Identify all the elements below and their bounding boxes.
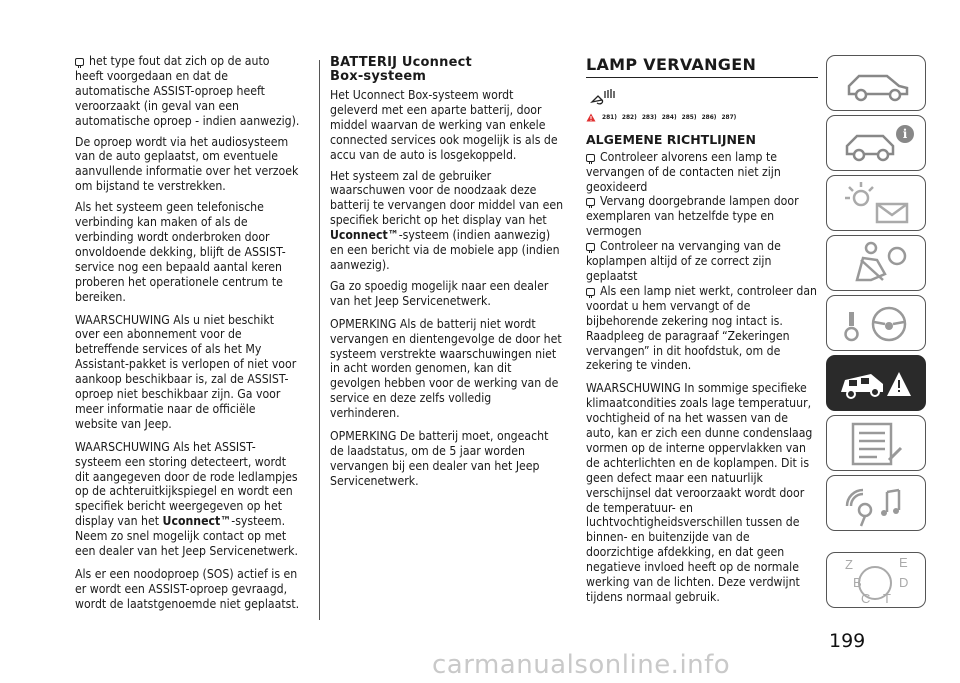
lamp-icon — [588, 88, 622, 106]
list-item: Controleer alvorens een lamp te vervangen of de contacten niet zijn geoxideerd — [586, 149, 781, 194]
steering-wheel-icon — [827, 296, 927, 352]
paragraph-dealer: Ga zo spoedig mogelijk naar een dealer van het Jeep Servicenetwerk. — [330, 278, 549, 308]
uconnect-brand: Uconnect™ — [162, 514, 232, 529]
car-info-icon — [827, 116, 927, 172]
tab-car-outline[interactable] — [826, 55, 926, 111]
column-divider — [319, 60, 320, 620]
tab-car-info[interactable] — [826, 115, 926, 171]
tab-driving[interactable] — [826, 295, 926, 351]
heading-batterij: BATTERIJ Uconnect Box-systeem — [330, 55, 472, 84]
svg-text:i: i — [902, 127, 908, 141]
breakdown-car-icon — [827, 356, 927, 412]
paragraph-text: het type fout dat zich op de auto heeft voorgedaan en dat de automatische ASSIST-oproep heeft veroorzaakt (in geval van een automatische oproep - indien aanwezig). — [75, 54, 300, 128]
tab-maintenance[interactable] — [826, 415, 926, 471]
paragraph-noodoproep: Als er een noodoproep (SOS) actief is en er wordt een ASSIST-oproep gevraagd, wordt de laatstgenoemde niet geplaatst. — [75, 567, 300, 611]
alphabetical-index-icon — [827, 553, 927, 609]
airbag-seat-icon — [827, 236, 927, 292]
index-letter: E — [899, 555, 908, 570]
subheading-algemene-richtlijnen: ALGEMENE RICHTLIJNEN — [586, 131, 756, 147]
tab-safety[interactable] — [826, 235, 926, 291]
bullet-list — [586, 150, 818, 374]
list-item: Controleer na vervanging van de koplampen altijd of ze correct zijn geplaatst — [586, 239, 781, 283]
heading-lamp-vervangen: LAMP VERVANGEN — [586, 58, 818, 78]
paragraph-audiosysteem: De oproep wordt via het audiosysteem van de auto geplaatst, om eventuele aanvullende informatie over het verzoek om bijstand te verstrekken. — [75, 134, 299, 194]
column-3 — [586, 55, 818, 611]
uconnect-brand: Uconnect™ — [330, 228, 399, 243]
car-outline-icon — [827, 56, 927, 112]
page-number: 199 — [829, 630, 866, 652]
maintenance-list-icon — [827, 416, 927, 472]
warning-triangle-icon — [586, 113, 596, 122]
warning-lights-icon — [827, 176, 927, 232]
column-2 — [330, 54, 564, 495]
reference-numbers: 281) 282) 283) 284) 285) 286) 287) — [602, 112, 737, 121]
warning-assist-storing: WAARSCHUWING Als het ASSIST-systeem een storing detecteert, wordt dit aangegeven door de rode ledlampjes op de achteruitkijkspiegel en wordt een specifiek bericht weergegeven op het display van het Uconnect™-systeem. Neem zo snel mogelijk contact op met een dealer van het Jeep Servicenetwerk. — [75, 439, 298, 559]
index-letter: B — [853, 575, 862, 590]
bullet-icon — [586, 154, 595, 162]
list-item: Als een lamp niet werkt, controleer dan voordat u hem vervangt of de bijbehorende zekering nog intact is. Raadpleeg de paragraaf “Zekeringen vervangen” in dit hoofdstuk, om de zekering te vinden. — [586, 283, 818, 373]
tab-multimedia[interactable] — [826, 475, 926, 531]
note-niet-vervangen: OPMERKING Als de batterij niet wordt vervangen en dientengevolge de door het systeem verstrekte waarschuwingen niet in acht worden genomen, kan dit gevolgen hebben voor de werking van de service en deze zelfs volledig verhinderen. — [330, 316, 562, 421]
reference-list — [586, 110, 818, 125]
warning-abonnement: WAARSCHUWING Als u niet beschikt over een abonnement voor de betreffende services of als het My Assistant-pakket is verlopen of niet voor aankoop beschikbaar is, zal de ASSIST-oproep niet beschikbaar zijn. Ga voor meer informatie naar de officiële website van Jeep. — [75, 312, 297, 431]
paragraph-box-systeem: Het Uconnect Box-systeem wordt geleverd met een aparte batterij, door middel waarvan de werking van enkele connected services ook mogelijk is als de accu van de auto is losgekoppeld. — [330, 88, 558, 162]
bullet-icon — [586, 243, 595, 251]
warning-condensatie: WAARSCHUWING In sommige specifieke klimaatcondities zoals lage temperatuur, vochtigheid of na het wassen van de auto, kan er zich een dunne condenslaag vormen op de interne oppervlakken van de achterlichten en de koplampen. Dit is geen defect maar een natuurlijk verschijnsel dat veroorzaakt wordt door de temperatuur- en luchtvochtigheidsverschillen tussen de binnen- en buitenzijde van de doorzichtige afdekking, en dat geen negatieve invloed heeft op de normale werking van de lichten. Deze verdwijnt tijdens normaal gebruik. — [586, 381, 813, 604]
index-letter: Z — [845, 557, 853, 572]
index-letter: T — [883, 591, 891, 606]
paragraph-batterij-vervangen: Het systeem zal de gebruiker waarschuwen voor de noodzaak deze batterij te vervangen door middel van een specifiek bericht op het display van het Uconnect™-systeem (indien aanwezig) en een bericht via de mobiele app (indien aanwezig). — [330, 168, 564, 272]
multimedia-icon — [827, 476, 927, 532]
bullet-icon — [586, 198, 595, 206]
bullet-icon — [586, 288, 595, 296]
paragraph-geen-verbinding: Als het systeem geen telefonische verbinding kan maken of als de verbinding wordt onderbroken door onvoldoende dekking, blijft de ASSIST-service nog een bepaald aantal keren proberen het operationele centrum te bereiken. — [75, 200, 286, 304]
column-1 — [75, 54, 301, 618]
bullet-icon — [75, 58, 84, 66]
tab-index[interactable] — [826, 552, 926, 608]
list-item: Vervang doorgebrande lampen door exemplaren van hetzelfde type en vermogen — [586, 194, 799, 239]
paragraph-type-fout — [75, 54, 301, 129]
note-5-jaar: OPMERKING De batterij moet, ongeacht de laadstatus, om de 5 jaar worden vervangen bij een dealer van het Jeep Servicenetwerk. — [330, 429, 549, 488]
index-letter: C — [861, 591, 871, 606]
tab-warning-lights[interactable] — [826, 175, 926, 231]
watermark: carmanualsonline.info — [432, 650, 731, 680]
tab-emergency[interactable] — [826, 355, 926, 411]
index-letter: D — [899, 575, 909, 590]
